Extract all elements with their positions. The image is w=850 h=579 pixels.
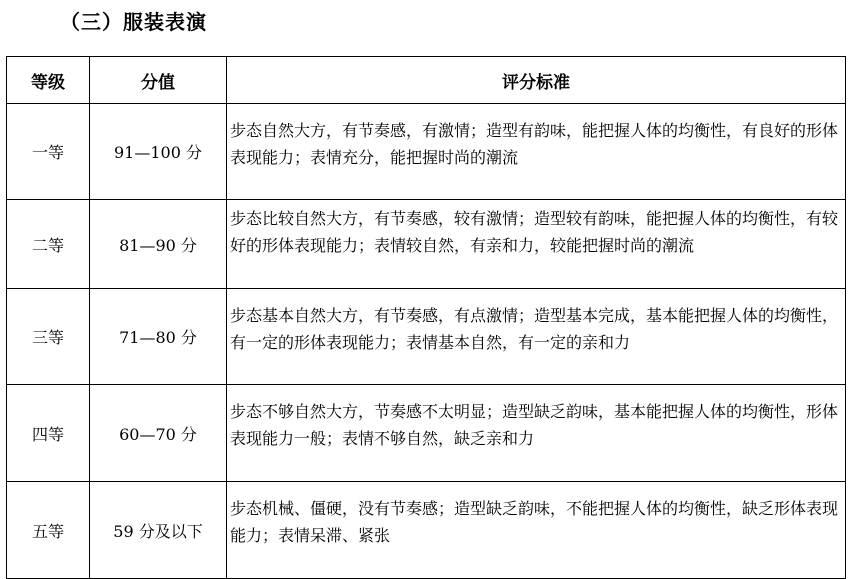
level-cell: 二等 xyxy=(7,200,90,289)
table-row xyxy=(7,104,846,200)
table-row xyxy=(7,200,846,289)
grading-table xyxy=(6,56,846,579)
criteria-cell: 步态比较自然大方，有节奏感，较有激情；造型较有韵味，能把握人体的均衡性，有较好的形体表现能力；表情较自然，有亲和力，较能把握时尚的潮流 xyxy=(227,200,846,289)
level-cell: 一等 xyxy=(7,104,90,200)
header-level: 等级 xyxy=(7,57,90,104)
level-cell: 三等 xyxy=(7,289,90,385)
table-row xyxy=(7,482,846,579)
score-cell: 91—100 分 xyxy=(90,104,227,200)
score-cell: 81—90 分 xyxy=(90,200,227,289)
table-row xyxy=(7,289,846,385)
score-cell: 71—80 分 xyxy=(90,289,227,385)
table-header-row xyxy=(7,57,846,104)
criteria-cell: 步态自然大方，有节奏感，有激情；造型有韵味，能把握人体的均衡性，有良好的形体表现能力；表情充分，能把握时尚的潮流 xyxy=(227,104,846,200)
criteria-cell: 步态机械、僵硬，没有节奏感；造型缺乏韵味，不能把握人体的均衡性，缺乏形体表现能力；表情呆滞、紧张 xyxy=(227,482,846,579)
level-cell: 四等 xyxy=(7,385,90,482)
criteria-cell: 步态不够自然大方，节奏感不太明显；造型缺乏韵味，基本能把握人体的均衡性，形体表现能力一般；表情不够自然，缺乏亲和力 xyxy=(227,385,846,482)
header-criteria: 评分标准 xyxy=(227,57,846,104)
table-row xyxy=(7,385,846,482)
section-title: （三）服装表演 xyxy=(60,10,207,34)
criteria-cell: 步态基本自然大方，有节奏感，有点激情；造型基本完成，基本能把握人体的均衡性，有一定的形体表现能力；表情基本自然，有一定的亲和力 xyxy=(227,289,846,385)
score-cell: 59 分及以下 xyxy=(90,482,227,579)
score-cell: 60—70 分 xyxy=(90,385,227,482)
header-score: 分值 xyxy=(90,57,227,104)
level-cell: 五等 xyxy=(7,482,90,579)
